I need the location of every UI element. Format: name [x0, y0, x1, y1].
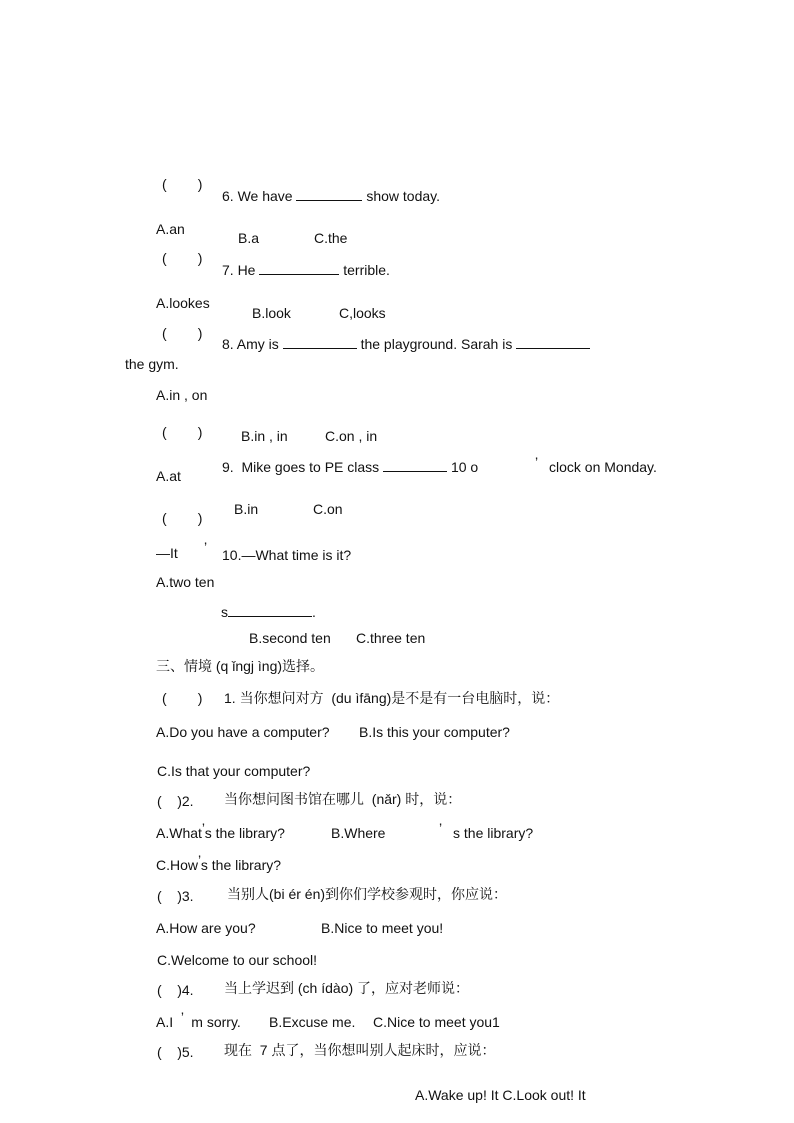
option-text: m sorry. [191, 1014, 241, 1030]
option-b: B.a [238, 230, 260, 246]
question-8-continuation: the gym. [125, 356, 179, 372]
option-b: B.second ten [249, 630, 331, 646]
prompt-text: 当上学迟到 [224, 980, 298, 996]
option-a: A.at [156, 468, 181, 484]
option-c: C,looks [339, 305, 386, 321]
answer-paren: ( )4. [157, 982, 194, 998]
option-a: A.two ten [156, 574, 215, 590]
answer-paren: ( ) [162, 250, 203, 266]
section-heading [156, 658, 324, 674]
option-a [156, 820, 285, 841]
q8-text-b: the playground. Sarah is [356, 336, 517, 352]
q9-text-b: 10 o [447, 459, 479, 475]
answer-start: —It [156, 545, 178, 561]
apostrophe: ’ [204, 539, 208, 555]
prompt-text-end: 是不是有一台电脑时，说： [391, 690, 560, 706]
prompt-pinyin: (du ìfāng) [331, 690, 392, 706]
answer-blank[interactable] [383, 459, 447, 472]
option-a: A.Do you have a computer? [156, 724, 330, 740]
apostrophe [173, 1009, 191, 1025]
q6-text-a: 6. We have [222, 188, 297, 204]
question-9-stem-end: clock on Monday. [549, 459, 657, 475]
question-9-stem [222, 459, 478, 475]
answer-blank[interactable] [516, 336, 590, 349]
situation-5-prompt: 现在 7 点了，当你想叫别人起床时，应说： [224, 1042, 496, 1058]
option-c: C.Is that your computer? [157, 763, 311, 779]
option-b: B.in [234, 501, 259, 517]
option-b: B.Is this your computer? [359, 724, 510, 740]
situation-1-prompt [224, 690, 559, 706]
option-b: B.look [252, 305, 291, 321]
prompt-text-end: 时，说： [401, 791, 462, 807]
answer-paren: ( )2. [157, 793, 194, 809]
apostrophe: ’ [198, 852, 201, 868]
answer-paren: ( ) [162, 325, 203, 341]
answer-paren: ( ) [162, 690, 203, 706]
question-8-stem [222, 336, 590, 352]
answer-text: s [221, 604, 228, 620]
situation-2-prompt [224, 791, 461, 807]
situation-3-prompt [227, 886, 507, 902]
q9-text-a: 9. Mike goes to PE class [222, 459, 384, 475]
apostrophe: ’ [439, 820, 443, 836]
answer-paren: ( ) [162, 424, 203, 440]
answer-paren: ( ) [162, 510, 203, 526]
prompt-pinyin: (nǎr) [371, 791, 402, 807]
heading-text: 三、情境 [156, 658, 216, 674]
answer-blank[interactable] [259, 262, 339, 275]
option-b: B.Where [331, 825, 386, 841]
answer-blank[interactable] [228, 604, 312, 617]
option-text: s the library? [204, 825, 285, 841]
q7-text-a: 7. He [222, 262, 260, 278]
apostrophe-glyph: ’ [180, 1009, 184, 1025]
answer-continuation [221, 604, 316, 620]
option-a: A.How are you? [156, 920, 256, 936]
prompt-text: 当别人 [227, 886, 269, 902]
apostrophe: ’ [201, 820, 205, 836]
options-line: A.Wake up! It C.Look out! It [415, 1087, 586, 1103]
apostrophe: ’ [535, 454, 539, 470]
question-6-stem [222, 188, 440, 204]
option-a: A.an [156, 221, 185, 237]
option-c [156, 852, 282, 873]
q7-text-b: terrible. [339, 262, 390, 278]
option-text: C.How [156, 857, 199, 873]
question-number: 1. [224, 690, 236, 706]
prompt-text: 当你想问图书馆在哪儿 [224, 791, 372, 807]
option-b: B.in , in [241, 428, 288, 444]
option-b: B.Nice to meet you! [321, 920, 444, 936]
prompt-pinyin: (ch ídào) [297, 980, 354, 996]
option-c: C.Welcome to our school! [157, 952, 318, 968]
situation-4-prompt [224, 980, 469, 996]
prompt-text-end: 了，应对老师说： [353, 980, 470, 996]
option-b-end: s the library? [453, 825, 534, 841]
option-text: A.I [156, 1014, 174, 1030]
answer-blank[interactable] [296, 188, 362, 201]
option-a: A.lookes [156, 295, 210, 311]
option-c: C.on [313, 501, 343, 517]
answer-paren: ( ) [162, 176, 203, 192]
option-c: C.the [314, 230, 348, 246]
q6-text-b: show today. [362, 188, 441, 204]
option-c: C.Nice to meet you1 [373, 1014, 500, 1030]
heading-text-end: 选择。 [282, 658, 325, 674]
option-c: C.on , in [325, 428, 378, 444]
question-10-stem: 10.—What time is it? [222, 547, 352, 563]
prompt-text: 当你想问对方 [239, 690, 332, 706]
option-text: s the library? [200, 857, 282, 873]
question-7-stem [222, 262, 390, 278]
answer-paren: ( )3. [157, 888, 194, 904]
answer-blank[interactable] [283, 336, 357, 349]
option-a [156, 1009, 241, 1030]
option-b: B.Excuse me. [269, 1014, 356, 1030]
heading-pinyin: (q ǐngj ìng) [215, 658, 283, 674]
option-text: A.What [156, 825, 202, 841]
option-c: C.three ten [356, 630, 426, 646]
prompt-pinyin: (bi ér én) [269, 886, 326, 902]
q8-text-a: 8. Amy is [222, 336, 283, 352]
option-a: A.in , on [156, 387, 208, 403]
answer-period: . [312, 604, 316, 620]
answer-paren: ( )5. [157, 1044, 194, 1060]
prompt-text-end: 到你们学校参观时，你应说： [325, 886, 508, 902]
